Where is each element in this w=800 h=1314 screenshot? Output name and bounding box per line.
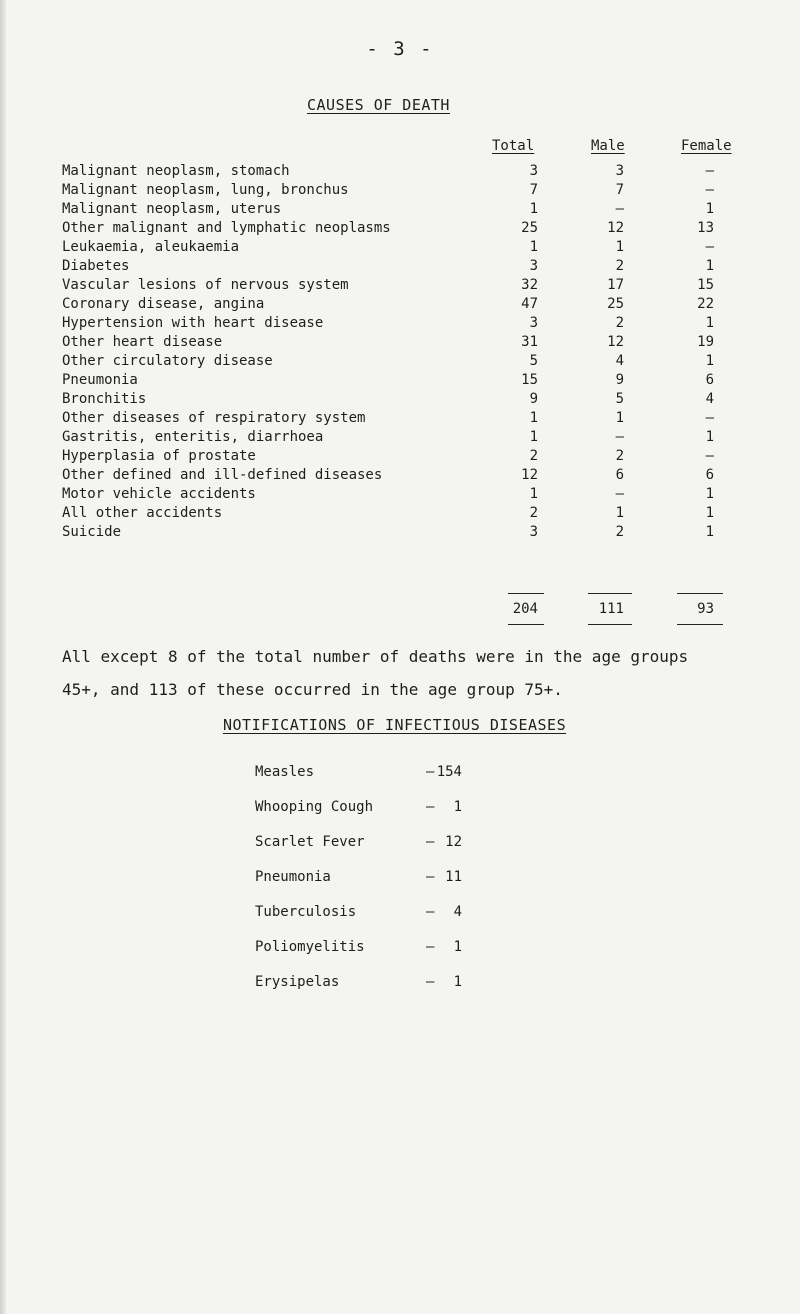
cause-label: Other heart disease [62, 334, 223, 350]
table-row [0, 523, 800, 542]
female-cell: — [705, 239, 714, 255]
male-cell: — [615, 429, 624, 445]
disease-name: Pneumonia [255, 869, 331, 885]
disease-name: Scarlet Fever [255, 834, 365, 850]
dash-separator: — [426, 764, 435, 780]
total-rule-total [508, 624, 544, 625]
total-cell: 3 [529, 258, 538, 274]
female-cell: 1 [705, 429, 714, 445]
table-row [0, 447, 800, 466]
female-cell: — [705, 163, 714, 179]
female-cell: 22 [697, 296, 714, 312]
male-cell: 2 [615, 315, 624, 331]
total-cell: 1 [529, 239, 538, 255]
notifications-list [0, 755, 800, 1000]
cause-label: Hypertension with heart disease [62, 315, 324, 331]
table-row [0, 371, 800, 390]
cause-label: Malignant neoplasm, uterus [62, 201, 282, 217]
female-cell: 13 [697, 220, 714, 236]
list-item [0, 895, 800, 930]
male-cell: 12 [607, 220, 624, 236]
cause-label: Motor vehicle accidents [62, 486, 256, 502]
female-cell: 1 [705, 505, 714, 521]
male-cell: 7 [615, 182, 624, 198]
cause-label: Other defined and ill-defined diseases [62, 467, 383, 483]
summary-paragraph-line-1: All except 8 of the total number of deaths were in the age groups [62, 647, 689, 666]
cause-label: Malignant neoplasm, lung, bronchus [62, 182, 349, 198]
male-cell: 6 [615, 467, 624, 483]
list-item [0, 930, 800, 965]
table-row [0, 295, 800, 314]
column-header-female: Female [681, 138, 732, 154]
total-cell: 2 [529, 505, 538, 521]
notifications-title: NOTIFICATIONS OF INFECTIOUS DISEASES [223, 716, 567, 734]
list-item [0, 965, 800, 1000]
table-row [0, 390, 800, 409]
cause-label: Gastritis, enteritis, diarrhoea [62, 429, 324, 445]
notification-count: 1 [453, 939, 462, 955]
male-total: 111 [598, 601, 624, 617]
cause-label: All other accidents [62, 505, 223, 521]
notification-count: 1 [453, 799, 462, 815]
disease-name: Poliomyelitis [255, 939, 365, 955]
female-total: 93 [697, 601, 714, 617]
male-cell: — [615, 486, 624, 502]
total-cell: 3 [529, 524, 538, 540]
male-cell: 4 [615, 353, 624, 369]
total-cell: 1 [529, 410, 538, 426]
list-item [0, 825, 800, 860]
total-cell: 15 [521, 372, 538, 388]
disease-name: Whooping Cough [255, 799, 374, 815]
male-cell: 9 [615, 372, 624, 388]
notification-count: 11 [445, 869, 462, 885]
male-cell: 1 [615, 239, 624, 255]
subtotal-rule-male [588, 593, 632, 594]
total-cell: 5 [529, 353, 538, 369]
total-rule-female [677, 624, 723, 625]
table-row [0, 352, 800, 371]
total-cell: 9 [529, 391, 538, 407]
male-cell: 17 [607, 277, 624, 293]
column-header-male: Male [591, 138, 625, 154]
table-row [0, 333, 800, 352]
total-cell: 3 [529, 315, 538, 331]
total-rule-male [588, 624, 632, 625]
dash-separator: — [426, 834, 435, 850]
list-item [0, 790, 800, 825]
cause-label: Other circulatory disease [62, 353, 273, 369]
table-row [0, 219, 800, 238]
grand-total: 204 [512, 601, 538, 617]
table-row [0, 238, 800, 257]
dash-separator: — [426, 974, 435, 990]
summary-paragraph-line-2: 45+, and 113 of these occurred in the age group 75+. [62, 680, 563, 699]
female-cell: — [705, 410, 714, 426]
list-item [0, 755, 800, 790]
total-cell: 2 [529, 448, 538, 464]
total-cell: 47 [521, 296, 538, 312]
total-cell: 31 [521, 334, 538, 350]
male-cell: 1 [615, 505, 624, 521]
total-cell: 12 [521, 467, 538, 483]
totals-row [0, 600, 800, 619]
notification-count: 12 [445, 834, 462, 850]
table-row [0, 466, 800, 485]
male-cell: 25 [607, 296, 624, 312]
cause-label: Vascular lesions of nervous system [62, 277, 349, 293]
total-cell: 1 [529, 201, 538, 217]
male-cell: 3 [615, 163, 624, 179]
total-cell: 3 [529, 163, 538, 179]
total-cell: 7 [529, 182, 538, 198]
cause-label: Other malignant and lymphatic neoplasms [62, 220, 391, 236]
disease-name: Tuberculosis [255, 904, 357, 920]
list-item [0, 860, 800, 895]
page-number: - 3 - [366, 38, 434, 60]
disease-name: Erysipelas [255, 974, 340, 990]
male-cell: 12 [607, 334, 624, 350]
female-cell: 4 [705, 391, 714, 407]
notification-count: 1 [453, 974, 462, 990]
cause-label: Coronary disease, angina [62, 296, 265, 312]
male-cell: 5 [615, 391, 624, 407]
total-cell: 25 [521, 220, 538, 236]
female-cell: 1 [705, 258, 714, 274]
table-row [0, 181, 800, 200]
male-cell: 2 [615, 524, 624, 540]
cause-label: Malignant neoplasm, stomach [62, 163, 290, 179]
table-row [0, 276, 800, 295]
cause-label: Bronchitis [62, 391, 147, 407]
subtotal-rule-total [508, 593, 544, 594]
cause-label: Pneumonia [62, 372, 138, 388]
table-row [0, 428, 800, 447]
total-cell: 1 [529, 486, 538, 502]
notification-count: 154 [436, 764, 462, 780]
column-header-total: Total [492, 138, 535, 154]
female-cell: 1 [705, 486, 714, 502]
male-cell: 2 [615, 448, 624, 464]
cause-label: Diabetes [62, 258, 130, 274]
female-cell: 1 [705, 524, 714, 540]
dash-separator: — [426, 939, 435, 955]
total-cell: 32 [521, 277, 538, 293]
table-row [0, 504, 800, 523]
male-cell: — [615, 201, 624, 217]
female-cell: 19 [697, 334, 714, 350]
table-row [0, 485, 800, 504]
causes-table [0, 162, 800, 542]
table-row [0, 162, 800, 181]
notification-count: 4 [453, 904, 462, 920]
table-row [0, 409, 800, 428]
cause-label: Suicide [62, 524, 122, 540]
female-cell: 1 [705, 201, 714, 217]
dash-separator: — [426, 904, 435, 920]
male-cell: 2 [615, 258, 624, 274]
female-cell: 6 [705, 467, 714, 483]
total-cell: 1 [529, 429, 538, 445]
disease-name: Measles [255, 764, 315, 780]
subtotal-rule-female [677, 593, 723, 594]
male-cell: 1 [615, 410, 624, 426]
table-row [0, 200, 800, 219]
table-row [0, 314, 800, 333]
female-cell: 1 [705, 353, 714, 369]
cause-label: Hyperplasia of prostate [62, 448, 256, 464]
female-cell: — [705, 182, 714, 198]
female-cell: 6 [705, 372, 714, 388]
female-cell: 15 [697, 277, 714, 293]
cause-label: Other diseases of respiratory system [62, 410, 366, 426]
table-row [0, 257, 800, 276]
causes-of-death-title: CAUSES OF DEATH [307, 96, 450, 114]
dash-separator: — [426, 799, 435, 815]
female-cell: — [705, 448, 714, 464]
cause-label: Leukaemia, aleukaemia [62, 239, 240, 255]
dash-separator: — [426, 869, 435, 885]
female-cell: 1 [705, 315, 714, 331]
